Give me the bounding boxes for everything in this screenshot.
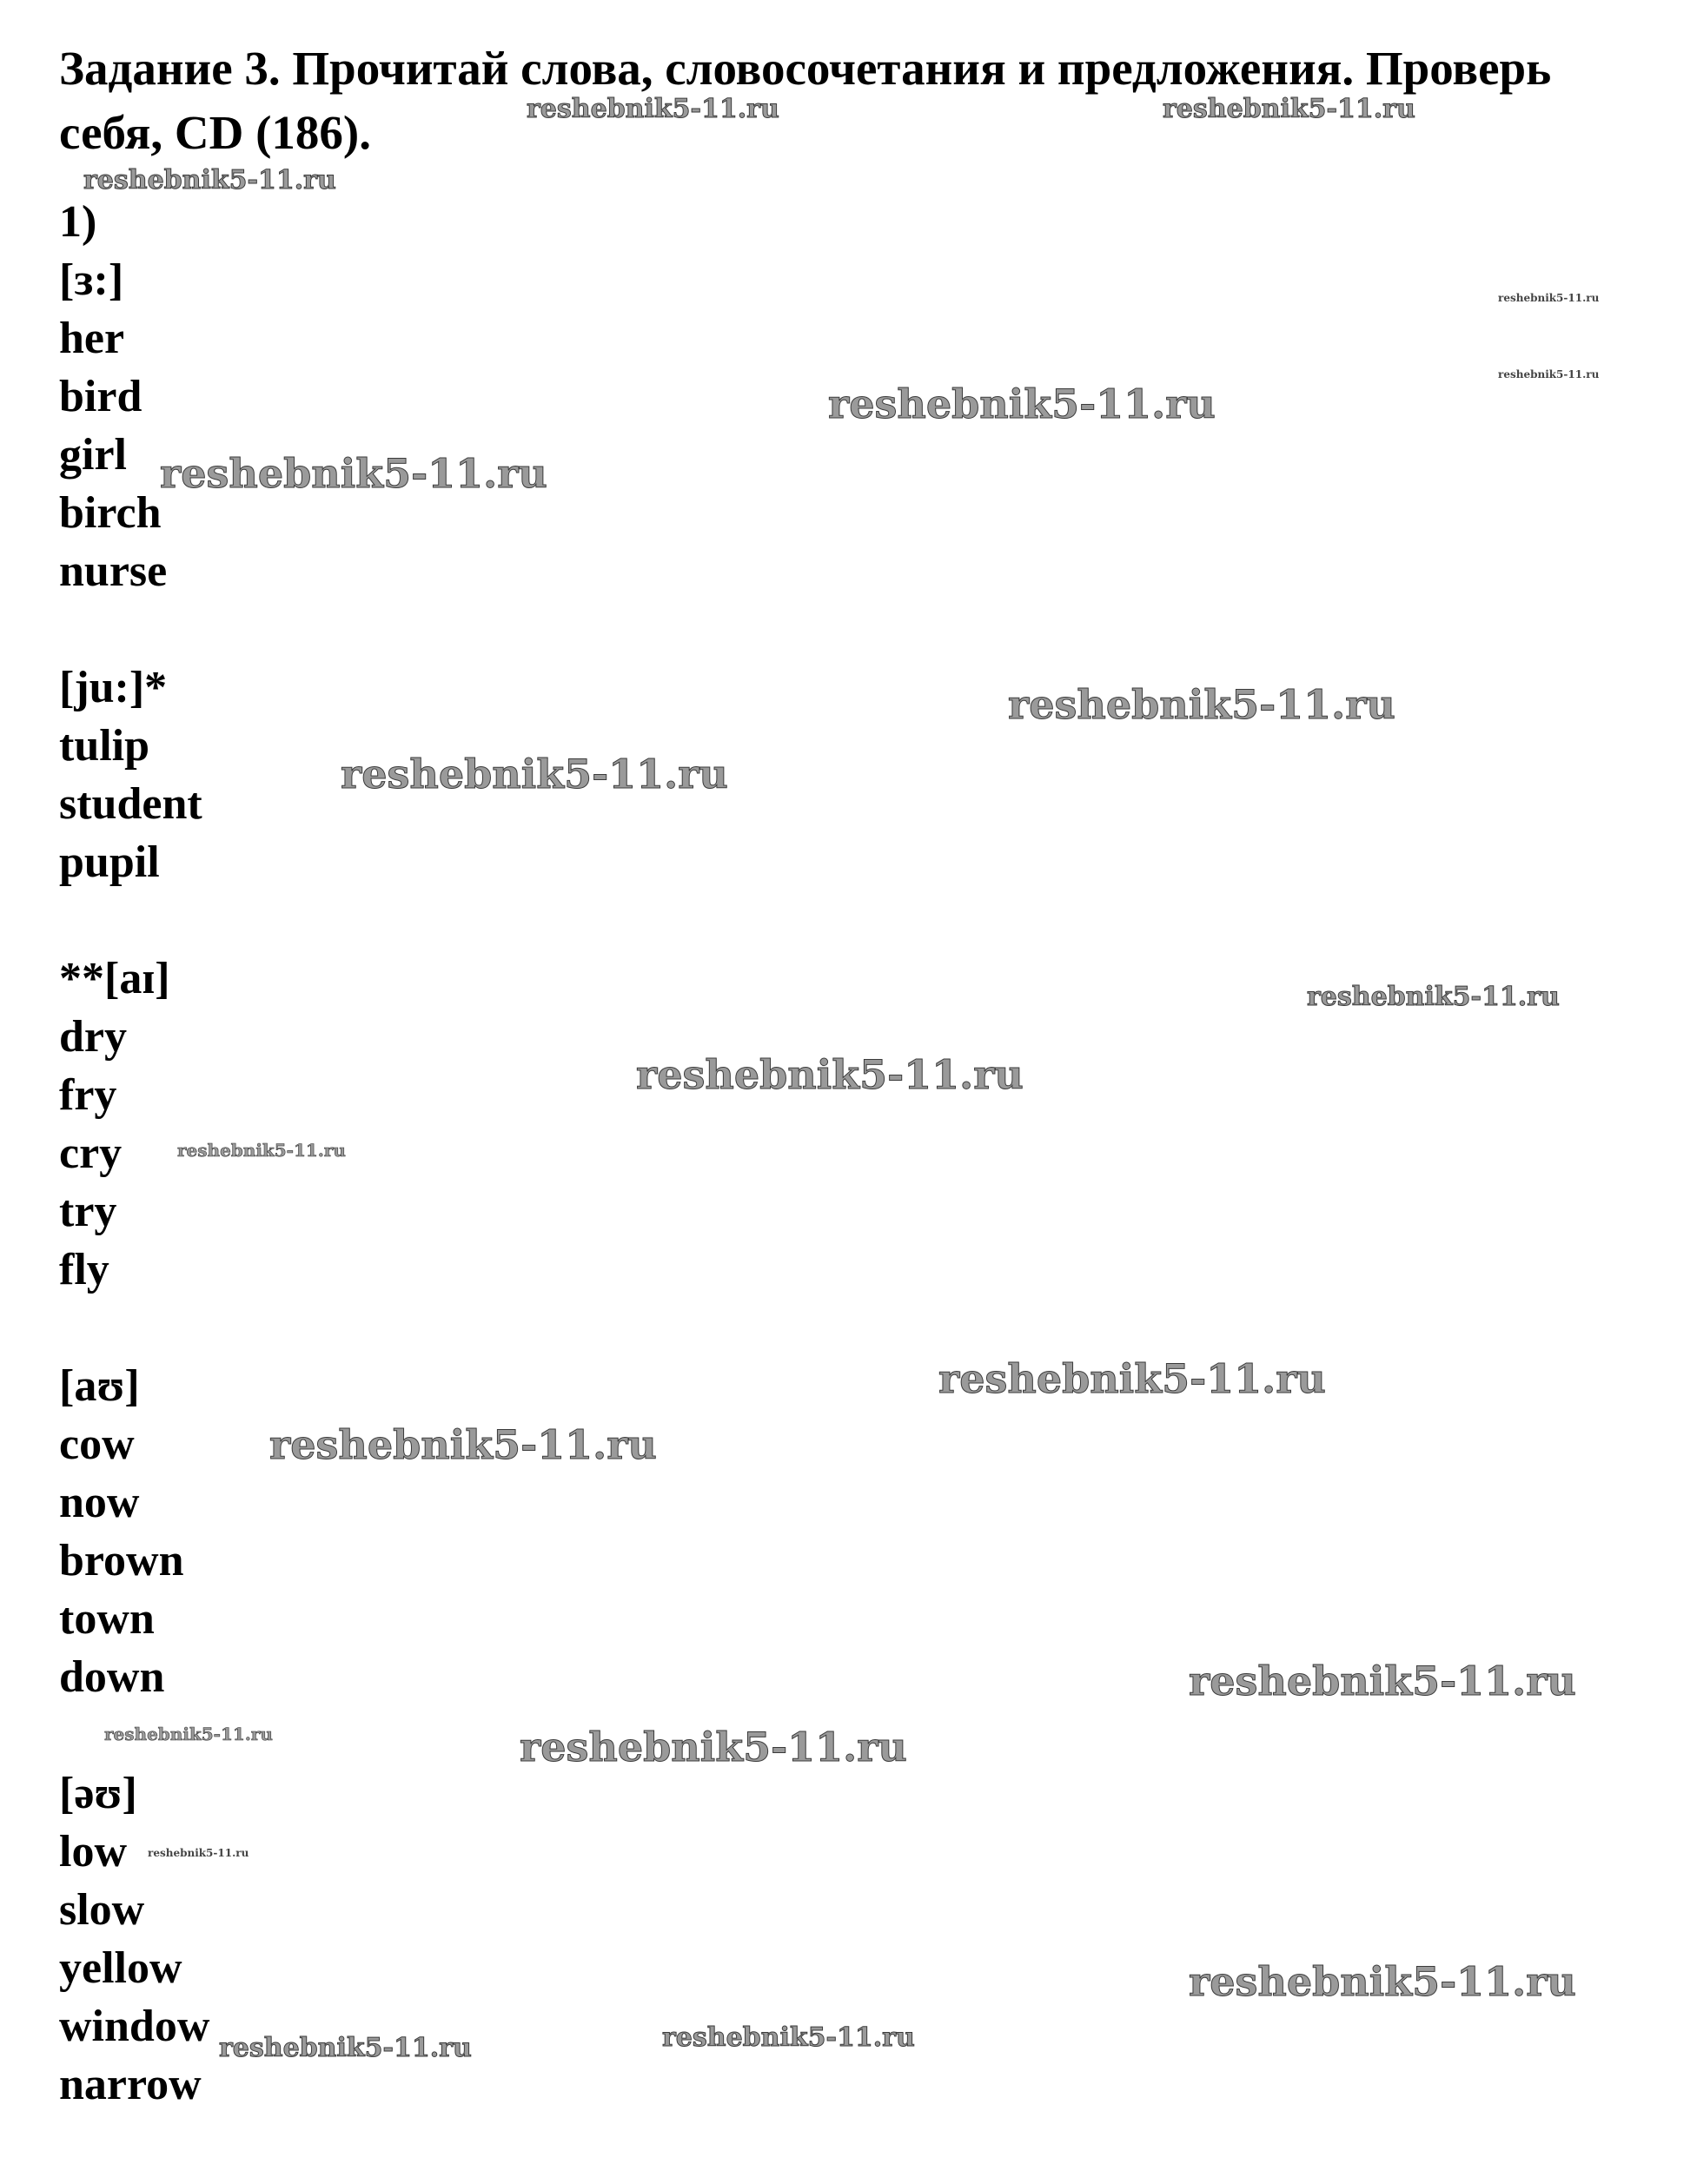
word: bird <box>59 372 143 421</box>
group-heading: [aʊ] <box>59 1361 140 1411</box>
watermark: reshebnik5-11.ru <box>1307 982 1560 1012</box>
spacer <box>59 600 209 659</box>
watermark: reshebnik5-11.ru <box>527 94 779 124</box>
word: down <box>59 1652 165 1702</box>
word: student <box>59 779 202 829</box>
word: girl <box>59 430 127 480</box>
task-title <box>59 36 1658 165</box>
word: pupil <box>59 837 160 887</box>
group-heading: [ɜ:] <box>59 255 124 305</box>
watermark: reshebnik5-11.ru <box>148 1847 249 1859</box>
watermark: reshebnik5-11.ru <box>83 165 336 195</box>
watermark: reshebnik5-11.ru <box>828 381 1216 427</box>
word: window <box>59 2002 210 2051</box>
word: fry <box>59 1070 117 1120</box>
watermark: reshebnik5-11.ru <box>1498 292 1600 304</box>
watermark: reshebnik5-11.ru <box>219 2033 472 2063</box>
word: dry <box>59 1012 127 1062</box>
word: cry <box>59 1128 123 1178</box>
watermark: reshebnik5-11.ru <box>938 1355 1326 1402</box>
watermark: reshebnik5-11.ru <box>1189 1958 1576 2005</box>
word: try <box>59 1187 117 1236</box>
watermark: reshebnik5-11.ru <box>1008 681 1395 728</box>
word: narrow <box>59 2060 202 2109</box>
watermark: reshebnik5-11.ru <box>160 450 547 497</box>
word: tulip <box>59 721 150 771</box>
word: nurse <box>59 546 168 596</box>
word: fly <box>59 1245 109 1294</box>
group-heading: **[aɪ] <box>59 954 170 1003</box>
word: her <box>59 314 125 363</box>
group-heading: [əʊ] <box>59 1769 137 1818</box>
watermark: reshebnik5-11.ru <box>636 1051 1024 1098</box>
spacer <box>59 891 209 950</box>
word: now <box>59 1478 140 1527</box>
word: low <box>59 1827 127 1876</box>
watermark: reshebnik5-11.ru <box>341 751 728 797</box>
word: town <box>59 1594 155 1644</box>
watermark: reshebnik5-11.ru <box>1498 368 1600 381</box>
watermark: reshebnik5-11.ru <box>662 2022 915 2053</box>
watermark: reshebnik5-11.ru <box>269 1421 657 1468</box>
word: yellow <box>59 1943 182 1993</box>
word: cow <box>59 1420 135 1469</box>
spacer <box>59 1299 209 1357</box>
task-title-line-2: себя, CD (186). <box>59 106 371 159</box>
group-heading: [ju:]* <box>59 663 168 712</box>
task-title-line-1: Задание 3. Прочитай слова, словосочетания и предложения. Проверь <box>59 42 1552 95</box>
watermark: reshebnik5-11.ru <box>1163 94 1415 124</box>
word: birch <box>59 488 162 538</box>
word: brown <box>59 1536 184 1585</box>
watermark: reshebnik5-11.ru <box>177 1140 346 1161</box>
section-number: 1) <box>59 197 97 247</box>
watermark: reshebnik5-11.ru <box>104 1724 273 1744</box>
watermark: reshebnik5-11.ru <box>1189 1658 1576 1704</box>
word: slow <box>59 1885 145 1935</box>
watermark: reshebnik5-11.ru <box>520 1724 907 1770</box>
